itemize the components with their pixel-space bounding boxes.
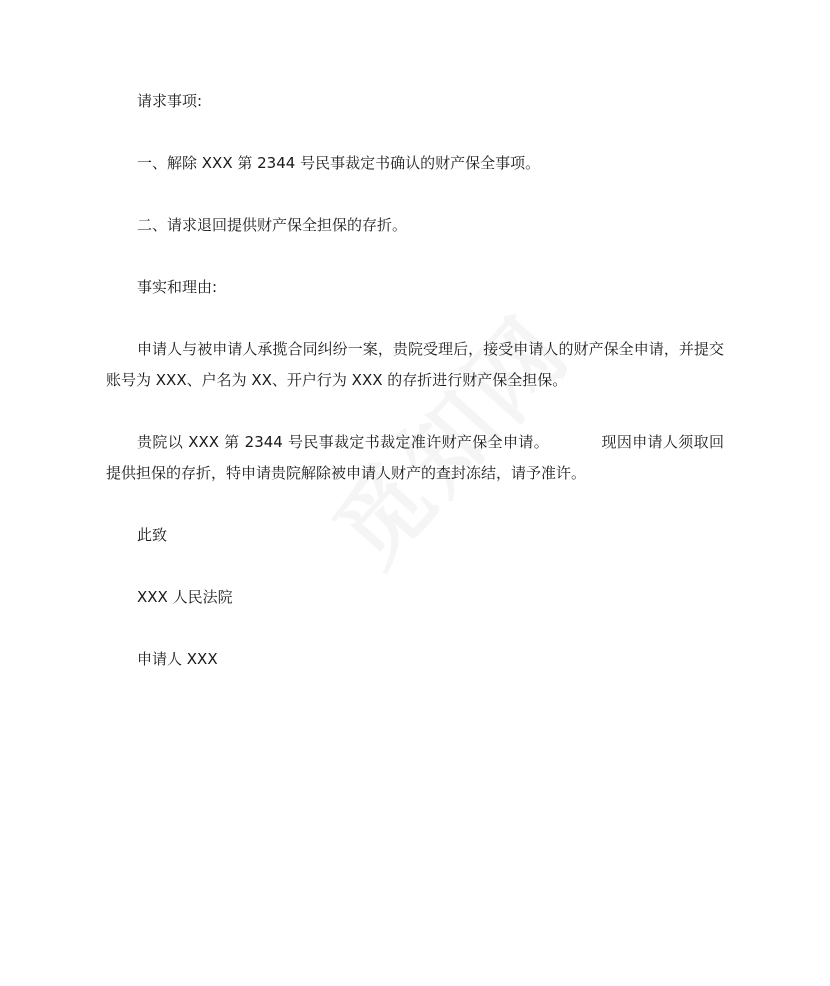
facts-paragraph-2-part-2: 现因申请人须取回提供担保的存折，特申请贵院解除被申请人财产的查封冻结，请予准许。	[106, 433, 724, 482]
recipient-court: XXX 人民法院	[137, 588, 233, 606]
facts-heading: 事实和理由:	[137, 278, 218, 296]
applicant-signature: 申请人 XXX	[137, 650, 218, 668]
document-body	[106, 86, 724, 706]
facts-paragraph-2-part-1: 贵院以 XXX 第 2344 号民事裁定书裁定准许财产保全申请。	[137, 433, 550, 451]
request-item-1: 一、解除 XXX 第 2344 号民事裁定书确认的财产保全事项。	[137, 154, 541, 172]
request-item-2: 二、请求退回提供财产保全担保的存折。	[137, 216, 408, 234]
requests-heading: 请求事项:	[137, 92, 203, 110]
facts-paragraph-2	[106, 427, 724, 489]
closing-salutation: 此致	[137, 526, 168, 544]
facts-paragraph-1: 申请人与被申请人承揽合同纠纷一案，贵院受理后，接受申请人的财产保全申请，并提交账号为 XXX、户名为 XX、开户行为 XXX 的存折进行财产保全担保。	[106, 340, 724, 389]
